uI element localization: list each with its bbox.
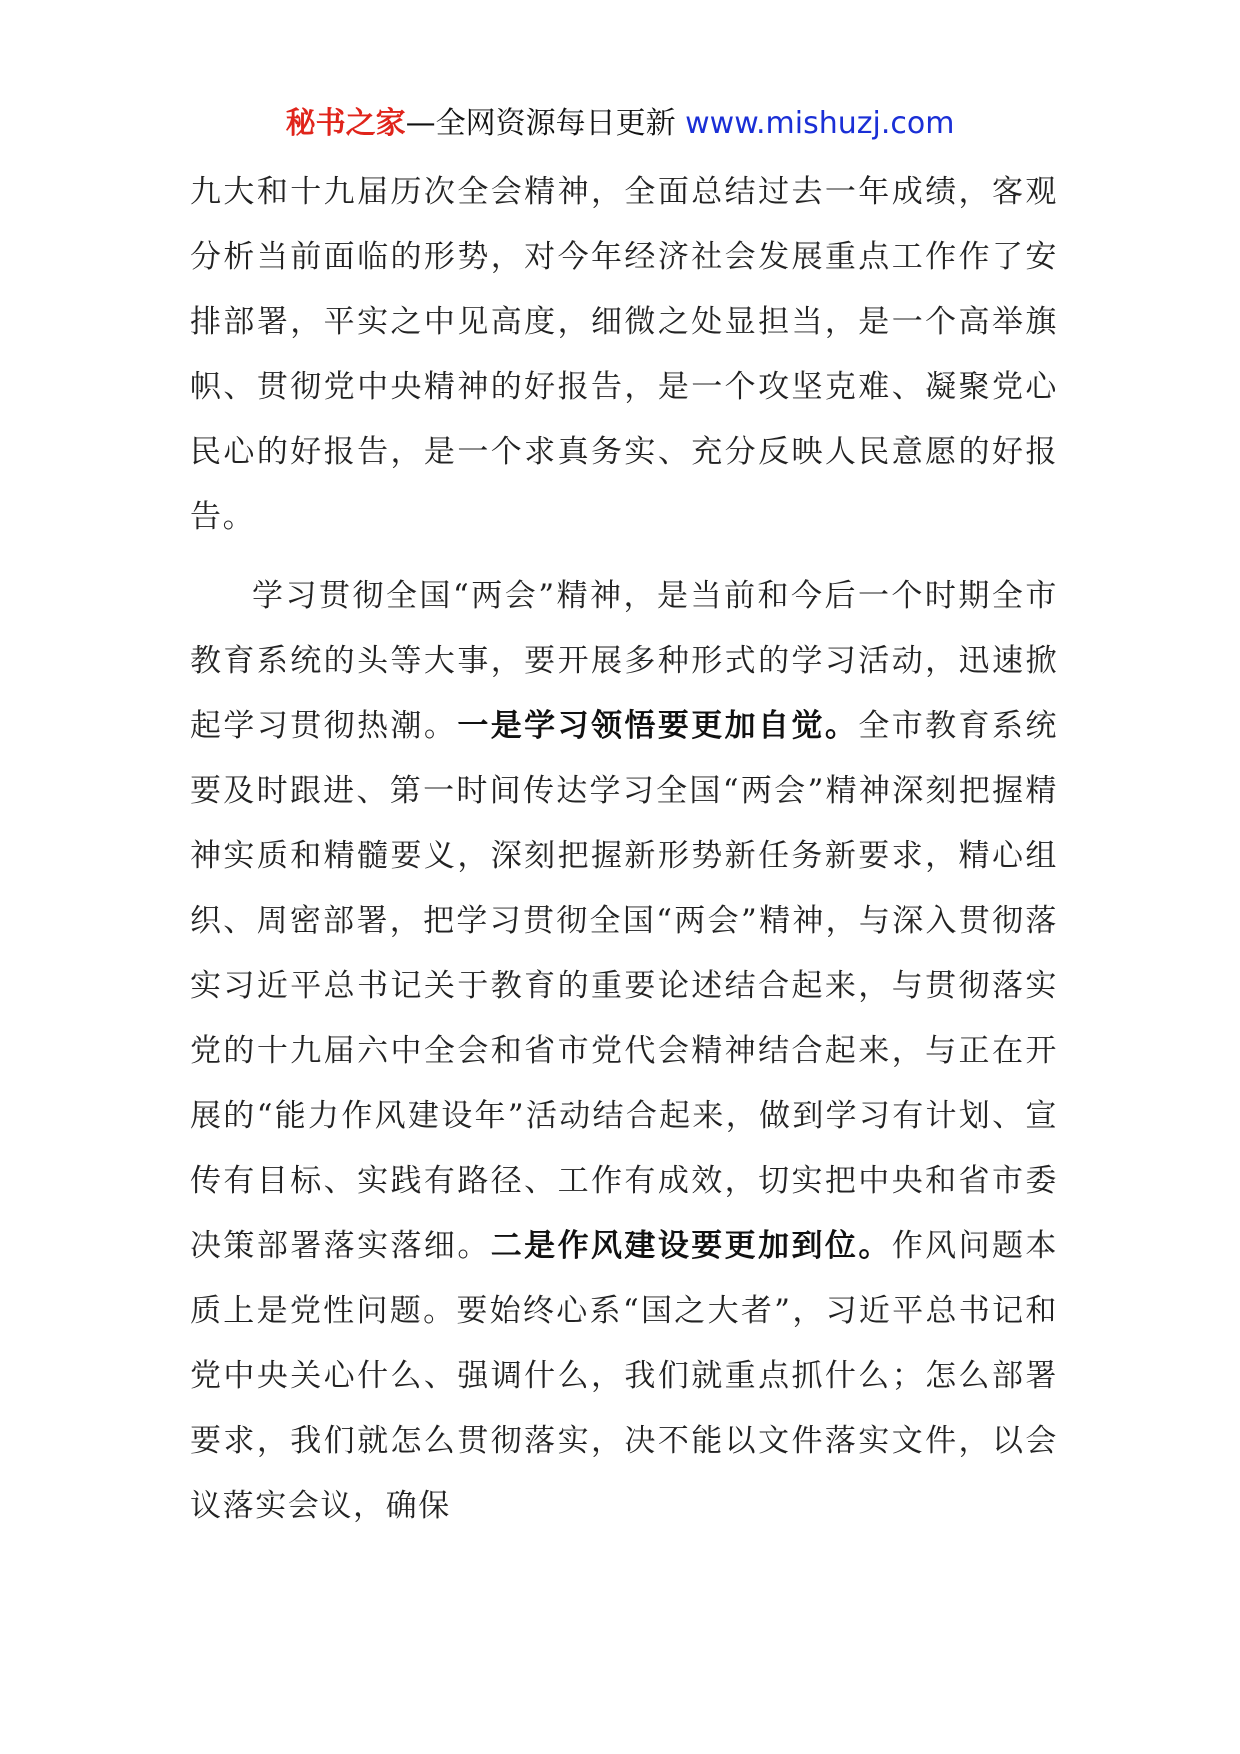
site-banner	[0, 100, 1240, 148]
banner-slogan: —全网资源每日更新	[405, 106, 676, 141]
paragraph-2	[190, 564, 1058, 1539]
document-body	[190, 160, 1058, 1539]
paragraph-2-text-2: 全市教育系统要及时跟进、第一时间传达学习全国“两会”精神深刻把握精神实质和精髓要义，深刻把握新形势新任务新要求，精心组织、周密部署，把学习贯彻全国“两会”精神，与深入贯彻落实习近平总书记关于教育的重要论述结合起来，与贯彻落实党的十九届六中全会和省市党代会精神结合起来，与正在开展的“能力作风建设年”活动结合起来，做到学习有计划、宣传有目标、实践有路径、工作有成效，切实把中央和省市委决策部署落实落细。	[190, 708, 1058, 1264]
site-url-link[interactable]: www.mishuzj.com	[685, 106, 955, 141]
paragraph-2-text-1: 学习贯彻全国“两会”精神，是当前和今后一个时期全市教育系统的头等大事，要开展多种形式的学习活动，迅速掀起学习贯彻热潮。	[190, 578, 1058, 744]
paragraph-2-text-3: 作风问题本质上是党性问题。要始终心系“国之大者”，习近平总书记和党中央关心什么、强调什么，我们就重点抓什么；怎么部署要求，我们就怎么贯彻落实，决不能以文件落实文件，以会议落实会议，确保	[190, 1228, 1059, 1524]
paragraph-1: 九大和十九届历次全会精神，全面总结过去一年成绩，客观分析当前面临的形势，对今年经济社会发展重点工作作了安排部署，平实之中见高度，细微之处显担当，是一个高举旗帜、贯彻党中央精神的好报告，是一个攻坚克难、凝聚党心民心的好报告，是一个求真务实、充分反映人民意愿的好报告。	[190, 174, 1058, 535]
brand-name: 秘书之家	[285, 106, 406, 141]
emphasis-point-one: 一是学习领悟要更加自觉。	[457, 708, 859, 744]
emphasis-point-two: 二是作风建设要更加到位。	[490, 1228, 892, 1264]
